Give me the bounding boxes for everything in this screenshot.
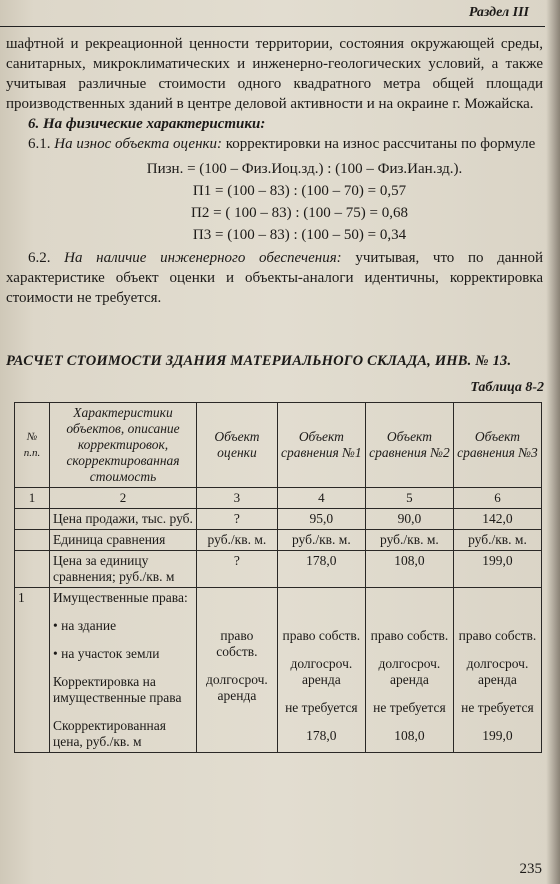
header-cell: Объект сравнения №1	[277, 403, 365, 488]
formula-p2: П2 = ( 100 – 83) : (100 – 75) = 0,68	[191, 205, 408, 221]
table-cell: руб./кв. м.	[453, 530, 541, 551]
table-header-row	[15, 403, 542, 488]
adjust-label: Корректировка на имущественные права	[53, 674, 182, 705]
adjust-value: не требуется	[461, 700, 534, 715]
formula-p3: П3 = (100 – 83) : (100 – 50) = 0,34	[192, 227, 407, 243]
formula-main: Пизн. = (100 – Физ.Иоц.зд.) : (100 – Физ.Иан.зд.).	[146, 161, 463, 177]
row-label: Цена за единицу сравнения; руб./кв. м	[50, 551, 197, 588]
page-number: 235	[519, 861, 542, 877]
column-number: 5	[365, 488, 453, 509]
section-6-1-text: корректировки на износ рассчитаны по формуле	[225, 136, 536, 152]
valuation-table	[14, 402, 542, 753]
row-number	[15, 530, 50, 551]
column-number: 3	[197, 488, 278, 509]
header-cell: № п.п.	[15, 403, 50, 488]
land-value: долгосроч. аренда	[290, 656, 353, 687]
header-cell: Объект оценки	[197, 403, 278, 488]
land-value: долгосроч. аренда	[378, 656, 441, 687]
row-number	[15, 509, 50, 530]
section-6-2-text: учитывая, что по данной характеристике объект оценки и объекты-аналоги идентичны, корректировка стоимости не требуется.	[6, 250, 544, 306]
table-caption: Таблица 8-2	[470, 380, 544, 395]
row-label: Цена продажи, тыс. руб.	[50, 509, 197, 530]
table-row	[15, 551, 542, 588]
adjusted-value: 178,0	[306, 728, 337, 743]
column-number: 1	[15, 488, 50, 509]
table-cell: 108,0	[365, 551, 453, 588]
formula-p1: П1 = (100 – 83) : (100 – 70) = 0,57	[192, 183, 407, 199]
table-row	[15, 509, 542, 530]
column-number-row	[15, 488, 542, 509]
building-value: право собств.	[370, 628, 449, 643]
section-6-title: 6. На физические характеристики:	[28, 116, 266, 132]
page-edge-shadow	[546, 0, 560, 884]
rights-cell	[453, 588, 541, 753]
table-row-rights	[15, 588, 542, 753]
row-label: Единица сравнения	[50, 530, 197, 551]
table-cell: ?	[197, 551, 278, 588]
table-cell: 90,0	[365, 509, 453, 530]
rights-label-cell	[50, 588, 197, 753]
column-number: 4	[277, 488, 365, 509]
rights-cell	[277, 588, 365, 753]
adjusted-value: 108,0	[394, 728, 425, 743]
table-heading: РАСЧЕТ СТОИМОСТИ ЗДАНИЯ МАТЕРИАЛЬНОГО СКЛАДА, ИНВ. № 13.	[6, 353, 512, 369]
table-cell: 142,0	[453, 509, 541, 530]
adjust-value: не требуется	[373, 700, 446, 715]
header-cell: Характеристики объектов, описание корректировок, скорректированная стоимость	[50, 403, 197, 488]
table-cell: 199,0	[453, 551, 541, 588]
rights-cell	[197, 588, 278, 753]
row-number	[15, 551, 50, 588]
section-6-1	[6, 134, 543, 154]
building-label: • на здание	[53, 618, 117, 633]
adjust-value: не требуется	[285, 700, 358, 715]
header-cell: Объект сравнения №3	[453, 403, 541, 488]
table-cell: 95,0	[277, 509, 365, 530]
table-cell: руб./кв. м.	[197, 530, 278, 551]
section-title: Раздел III	[468, 5, 529, 20]
header-cell: Объект сравнения №2	[365, 403, 453, 488]
body-text	[6, 34, 543, 308]
table-cell: руб./кв. м.	[365, 530, 453, 551]
section-6-1-italic: На износ объекта оценки:	[54, 136, 223, 152]
adjusted-label: Скорректированная цена, руб./кв. м	[53, 718, 166, 749]
column-number: 6	[453, 488, 541, 509]
running-header	[0, 0, 545, 27]
table-cell: 178,0	[277, 551, 365, 588]
adjusted-value: 199,0	[482, 728, 513, 743]
section-6-2-number: 6.2.	[28, 250, 51, 266]
land-label: • на участок земли	[53, 646, 160, 661]
section-6-2-italic: На наличие инженерного обеспечения:	[64, 250, 342, 266]
building-value: право собств.	[216, 628, 258, 659]
building-value: право собств.	[458, 628, 537, 643]
land-value: долгосроч. аренда	[466, 656, 529, 687]
paragraph-1: шафтной и рекреационной ценности территории, состояния окружающей среды, санитарных, микроклиматических и инженерно-геологических условий, а также учитывая различные стоимости одного квадратного метра общей площади производственных зданий в центре деловой активности и на окраине г. Можайска.	[6, 36, 543, 112]
formula-block	[6, 158, 543, 246]
rights-cell	[365, 588, 453, 753]
land-value: долгосроч. аренда	[206, 672, 268, 703]
section-6-1-number: 6.1.	[28, 136, 51, 152]
row-number: 1	[15, 588, 50, 753]
rights-label: Имущественные права:	[53, 590, 188, 605]
table-row	[15, 530, 542, 551]
column-number: 2	[50, 488, 197, 509]
section-6-2	[6, 248, 543, 308]
table-cell: ?	[197, 509, 278, 530]
table-cell: руб./кв. м.	[277, 530, 365, 551]
building-value: право собств.	[282, 628, 361, 643]
